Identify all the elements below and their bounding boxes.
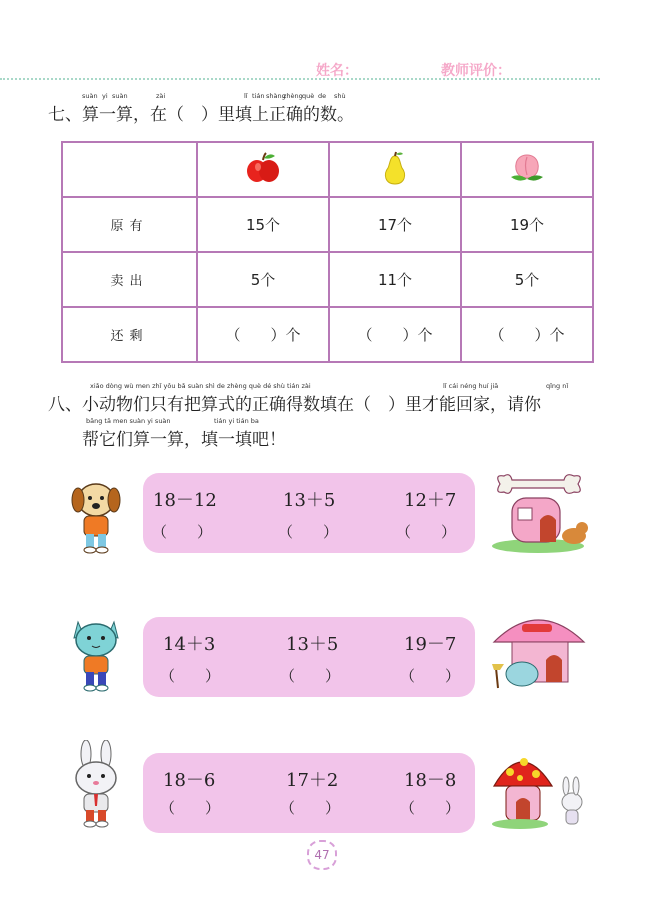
fruit-cell-pear bbox=[329, 142, 461, 197]
fruit-cell-apple bbox=[197, 142, 329, 197]
answer-blank-2-1[interactable]: （ ） bbox=[160, 667, 221, 685]
fruit-cell-peach bbox=[461, 142, 593, 197]
q8-pinyin1-group-2: qǐng nǐ bbox=[546, 382, 569, 390]
expression-1-3: 12＋7 bbox=[404, 490, 457, 511]
q7-pinyin-syllable-7: zhèng bbox=[283, 92, 303, 100]
name-label: 姓名： bbox=[316, 63, 358, 79]
q8-pinyin2-group-0: bāng tā men suàn yi suàn bbox=[86, 417, 171, 425]
rabbit-icon bbox=[66, 740, 126, 830]
q7-pinyin-syllable-8: què bbox=[302, 92, 315, 100]
expression-2-3: 19－7 bbox=[404, 634, 457, 655]
expression-3-3: 18－8 bbox=[404, 770, 457, 791]
table-row-remaining bbox=[62, 307, 593, 362]
q7-pinyin-syllable-1: yi bbox=[102, 92, 108, 100]
q7-pinyin-syllable-2: suàn bbox=[112, 92, 128, 100]
expression-3-1: 18－6 bbox=[163, 770, 216, 791]
q7-pinyin-syllable-4: lǐ bbox=[244, 92, 248, 100]
table-row-original bbox=[62, 197, 593, 252]
expression-3-2: 17＋2 bbox=[286, 770, 339, 791]
q8-pinyin1-group-0: xiǎo dòng wù men zhǐ yǒu bǎ suàn shì de zhèng què dé shù tián zài bbox=[90, 382, 311, 390]
answer-blank-3-3[interactable]: （ ） bbox=[400, 799, 461, 817]
table-row-sold bbox=[62, 252, 593, 307]
teacher-evaluation-label: 教师评价： bbox=[441, 63, 511, 79]
q7-pinyin-syllable-10: shù bbox=[334, 92, 346, 100]
fruit-table bbox=[61, 141, 594, 363]
dog-icon bbox=[66, 476, 126, 554]
answer-blank-apple[interactable]: （ ）个 bbox=[197, 307, 329, 362]
q7-pinyin-syllable-0: suàn bbox=[82, 92, 98, 100]
cell-peach-sold: 5个 bbox=[461, 252, 593, 307]
q7-pinyin-syllable-6: shàng bbox=[266, 92, 286, 100]
q7-title: 七、算一算，在（ ）里填上正确的数。 bbox=[48, 105, 354, 125]
answer-blank-pear[interactable]: （ ）个 bbox=[329, 307, 461, 362]
expression-2-1: 14＋3 bbox=[163, 634, 216, 655]
expression-1-2: 13＋5 bbox=[283, 490, 336, 511]
header-divider bbox=[0, 78, 600, 80]
answer-blank-3-2[interactable]: （ ） bbox=[280, 799, 341, 817]
peach-icon bbox=[507, 151, 547, 185]
q7-pinyin-syllable-3: zài bbox=[156, 92, 166, 100]
q8-pinyin1-group-1: lǐ cái néng huí jiā bbox=[443, 382, 499, 390]
equation-card-3 bbox=[143, 753, 475, 833]
answer-blank-1-2[interactable]: （ ） bbox=[278, 523, 339, 541]
apple-icon bbox=[245, 150, 281, 186]
mushroom-house-icon bbox=[488, 608, 590, 698]
answer-blank-1-1[interactable]: （ ） bbox=[152, 523, 213, 541]
red-mushroom-house-icon bbox=[490, 748, 594, 832]
bone-house-icon bbox=[488, 470, 590, 554]
answer-blank-3-1[interactable]: （ ） bbox=[160, 799, 221, 817]
row-label-sold: 卖出 bbox=[62, 252, 197, 307]
q8-title-line1: 八、小动物们只有把算式的正确得数填在（ ）里才能回家，请你 bbox=[48, 395, 541, 415]
row-label-original: 原有 bbox=[62, 197, 197, 252]
answer-blank-1-3[interactable]: （ ） bbox=[396, 523, 457, 541]
expression-2-2: 13＋5 bbox=[286, 634, 339, 655]
cell-pear-sold: 11个 bbox=[329, 252, 461, 307]
row-label-remaining: 还剩 bbox=[62, 307, 197, 362]
q8-pinyin2-group-1: tián yi tián ba bbox=[214, 417, 259, 425]
cell-apple-original: 15个 bbox=[197, 197, 329, 252]
cat-icon bbox=[66, 612, 126, 692]
page-number: 47 bbox=[307, 840, 337, 870]
cell-apple-sold: 5个 bbox=[197, 252, 329, 307]
answer-blank-2-2[interactable]: （ ） bbox=[280, 667, 341, 685]
answer-blank-peach[interactable]: （ ）个 bbox=[461, 307, 593, 362]
q7-pinyin-syllable-9: de bbox=[318, 92, 327, 100]
q7-pinyin-syllable-5: tián bbox=[252, 92, 265, 100]
table-corner-cell bbox=[62, 142, 197, 197]
q8-title-line2: 帮它们算一算，填一填吧！ bbox=[82, 430, 286, 450]
expression-1-1: 18－12 bbox=[153, 490, 217, 511]
answer-blank-2-3[interactable]: （ ） bbox=[400, 667, 461, 685]
cell-pear-original: 17个 bbox=[329, 197, 461, 252]
cell-peach-original: 19个 bbox=[461, 197, 593, 252]
pear-icon bbox=[380, 150, 410, 186]
